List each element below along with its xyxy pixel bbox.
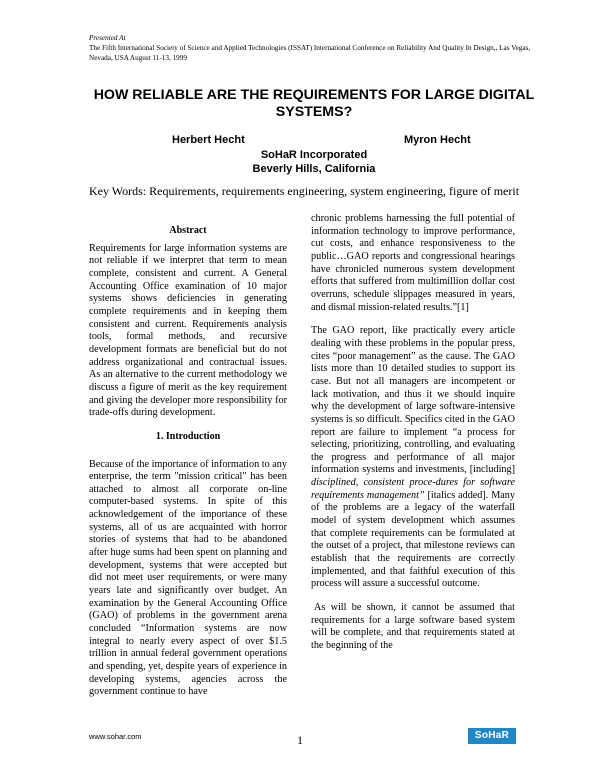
- author-myron-hecht: Myron Hecht: [404, 134, 471, 146]
- p2-part-b: [italics added]. Many of the problems are a legacy of the waterfall model of system development which assumes that complete requirements can be formulated at the outset of a project, that milestone reviews can establish that the requirements are correctly implemented, and that faithful execution of this process will assure a successful outcome.: [311, 489, 515, 590]
- page-number: 1: [297, 733, 303, 747]
- affiliation: [89, 148, 539, 176]
- presented-at-label: Presented At: [89, 34, 126, 42]
- intro-paragraph-3: As will be shown, it cannot be assumed that requirements for a large software based system will be complete, and that requirements stated at the beginning of the: [311, 602, 515, 651]
- keywords: Key Words: Requirements, requirements engineering, system engineering, figure of merit: [89, 184, 520, 198]
- affiliation-org: SoHaR Incorporated: [260, 149, 368, 161]
- paper-title: HOW RELIABLE ARE THE REQUIREMENTS FOR LARGE DIGITAL SYSTEMS?: [93, 87, 535, 120]
- footer-url[interactable]: www.sohar.com: [89, 732, 142, 741]
- abstract-text: Requirements for large information systems are not reliable if we interpret that term to mean complete, consistent and current. A General Accounting Office examination of 10 major systems shows deficiencies in generating complete requirements and in keeping them consistent and current. Requirements analysis tools, formal methods, and recursive development formats are beneficial but do not address organizational and contractual issues. As an alternative to the current methodology we discuss a figure of merit as the key requirement and giving the developer more responsibility for trade-offs during development.: [89, 242, 287, 419]
- intro-paragraph-1: Because of the importance of information to any enterprise, the term "mission critical" has been attached to almost all corporate on-line computer-based systems. In spite of this acknowledgement of the importance of these systems, all of us are acquainted with horror stories of systems that had to be abandoned after huge sums had been spent on planning and development, systems that were accepted but did not meet user requirements, or were many years late and significantly over budget. An examination by the General Accounting Office (GAO) of problems in the government arena concluded “Information systems are now integral to nearly every aspect of over $1.5 trillion in annual federal government operations and spending, yet, despite years of experience in developing systems, agencies across the government continue to have: [89, 458, 287, 698]
- abstract-heading: Abstract: [169, 225, 207, 236]
- intro-paragraph-2: [311, 325, 515, 591]
- affiliation-city: Beverly Hills, California: [252, 163, 376, 175]
- sohar-logo: SoHaR: [468, 728, 516, 744]
- left-column: [89, 219, 287, 699]
- p2-part-a: The GAO report, like practically every article dealing with these problems in the popular press, cites “poor management” as the cause. The GAO lists more than 10 detailed studies to support its case. But not all managers are incompetent or lack motivation, and thus it we should inquire why the development of large software-intensive systems is so difficult. Specifics cited in the GAO report are failure to implement “a process for selecting, prioritizing, controlling, and evaluating the progress and performance of all major information systems and investments, [including]: [311, 325, 515, 476]
- intro-paragraph-1-continued: chronic problems harnessing the full potential of information technology to improve performance, cut costs, and enhance responsiveness to the public…GAO reports and congressional hearings have chronicled numerous system development efforts that suffered from multimillion dollar cost overruns, schedule slippages measured in years, and dismal mission-related results.”[1]: [311, 213, 515, 313]
- conference-citation: The Fifth International Society of Science and Applied Technologies (ISSAT) International Conference on Reliability And Quality In Design,, Las Vegas, Nevada, USA August 11-13, 1999: [89, 44, 531, 62]
- p2-italic: disciplined, consistent proce-dures for software requirements management”: [311, 477, 515, 501]
- right-column: [311, 213, 515, 653]
- introduction-heading: 1. Introduction: [155, 430, 221, 442]
- author-herbert-hecht: Herbert Hecht: [172, 134, 245, 146]
